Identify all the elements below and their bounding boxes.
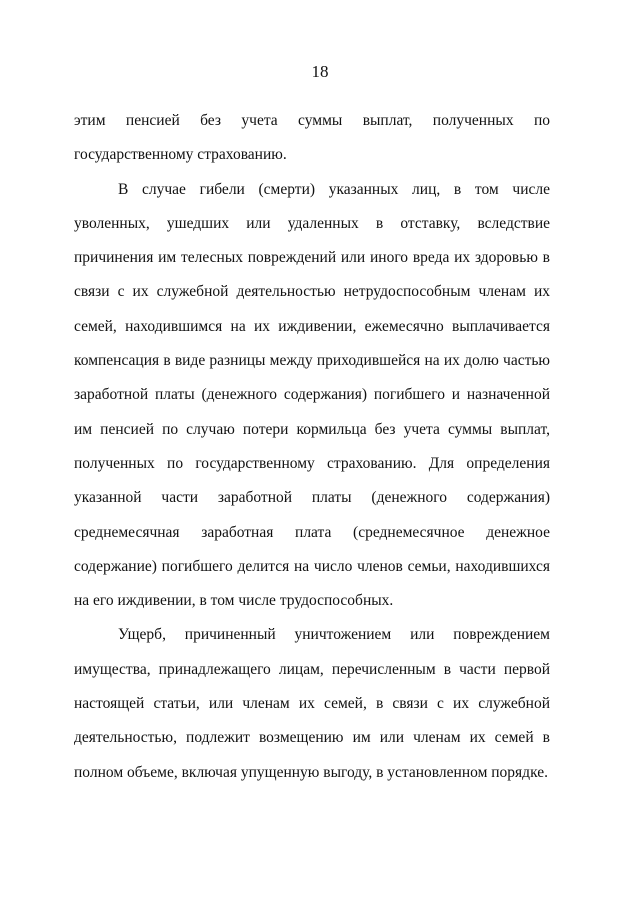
- paragraph-death-compensation: В случае гибели (смерти) указанных лиц, в том числе уволенных, ушедших или удаленных в отставку, вследствие причинения им телесных повреждений или иного вреда их здоровью в связи с их служебной деятельностью нетрудоспособным членам их семей, находившимся на их иждивении, ежемесячно выплачивается компенсация в виде разницы между приходившейся на их долю частью заработной платы (денежного содержания) погибшего и назначенной им пенсией по случаю потери кормильца без учета суммы выплат, полученных по государственному страхованию. Для определения указанной части заработной платы (денежного содержания) среднемесячная заработная плата (среднемесячное денежное содержание) погибшего делится на число членов семьи, находившихся на его иждивении, в том числе трудоспособных.: [74, 180, 550, 610]
- page-number: 18: [311, 62, 329, 81]
- document-body: [74, 104, 550, 790]
- paragraph-continuation: этим пенсией без учета суммы выплат, полученных по государственному страхованию.: [74, 112, 550, 164]
- paragraph-property-damage: Ущерб, причиненный уничтожением или повреждением имущества, принадлежащего лицам, перечисленным в части первой настоящей статьи, или членам их семей, в связи с их служебной деятельностью, подлежит возмещению им или членам их семей в полном объеме, включая упущенную выгоду, в установленном порядке.: [74, 626, 550, 781]
